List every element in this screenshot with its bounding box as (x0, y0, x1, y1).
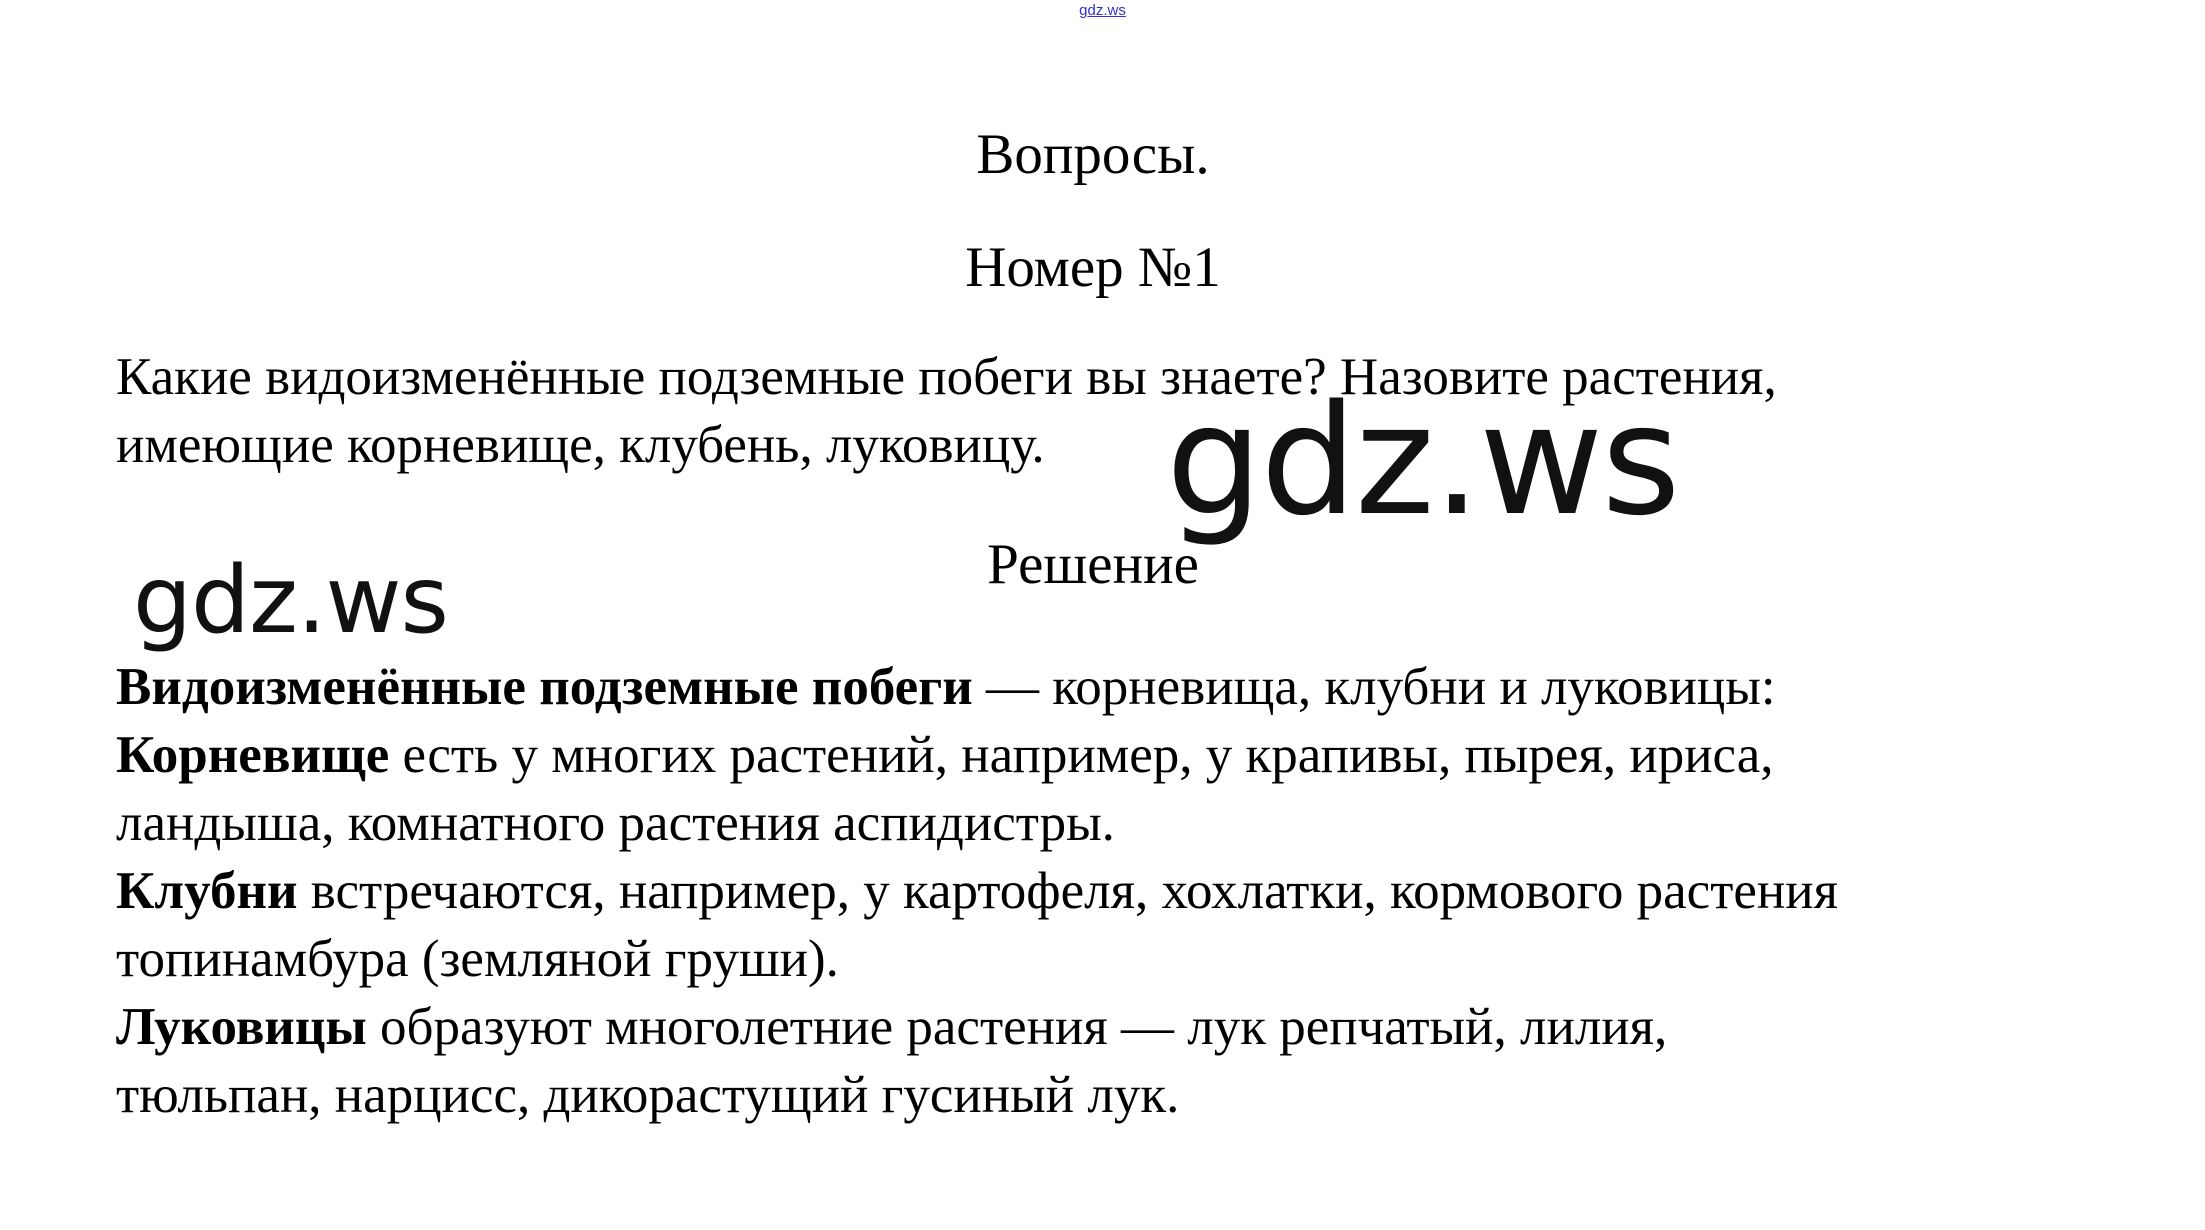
term-tubers: Клубни (116, 862, 298, 920)
solution-heading: Решение (987, 533, 1199, 596)
term-rhizome: Корневище (116, 726, 390, 784)
site-link[interactable]: gdz.ws (1079, 2, 1126, 19)
answer-line-5: топинамбура (земляной груши). (116, 930, 839, 988)
answer-line-3: ландыша, комнатного растения аспидистры. (116, 794, 1115, 852)
answer-line-7: тюльпан, нарцисс, дикорастущий гусиный лук. (116, 1066, 1180, 1124)
questions-heading: Вопросы. (976, 123, 1210, 186)
answer-line-6 (116, 993, 2176, 1061)
answer-line-1-text: — корневища, клубни и луковицы: (972, 658, 1776, 716)
answer-line-2-text: есть у многих растений, например, у крапивы, пырея, ириса, (389, 726, 1774, 784)
answer-line-2 (116, 721, 2176, 789)
watermark-small: gdz.ws (133, 546, 448, 654)
answer-line-1 (116, 653, 2176, 721)
answer-line-4-text: встречаются, например, у картофеля, хохлатки, кормового растения (297, 862, 1838, 920)
question-line-2: имеющие корневище, клубень, луковицу. (116, 416, 1045, 474)
question-text (116, 343, 2176, 479)
answer-text (116, 653, 2176, 1129)
watermark-large: gdz.ws (1166, 372, 1679, 549)
term-bulbs: Луковицы (116, 998, 367, 1056)
term-modified-shoots: Видоизменённые подземные побеги (116, 658, 973, 716)
answer-line-6-text: образуют многолетние растения — лук репчатый, лилия, (366, 998, 1668, 1056)
number-heading: Номер №1 (965, 236, 1221, 299)
answer-line-4 (116, 857, 2176, 925)
question-line-1: Какие видоизменённые подземные побеги вы знаете? Назовите растения, (116, 348, 1777, 406)
